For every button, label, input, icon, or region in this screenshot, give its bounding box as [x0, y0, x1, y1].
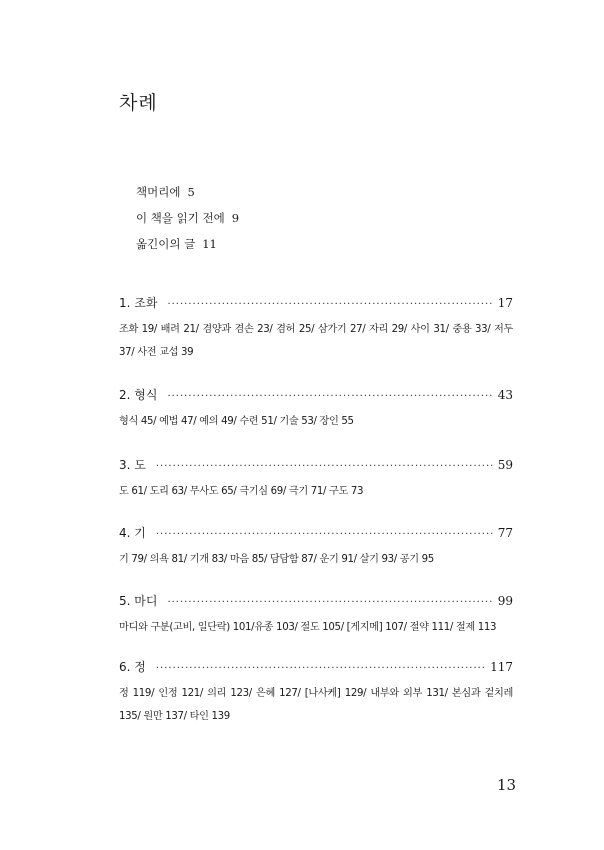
dot-leader [167, 296, 493, 314]
chapter-entry-6 [119, 658, 513, 728]
chapter-title: 3. 도 [119, 458, 146, 472]
front-matter-list [136, 179, 239, 257]
chapter-subtopics: 형식 45/ 예법 47/ 예의 49/ 수련 51/ 기술 53/ 장인 55 [119, 416, 354, 427]
chapter-page: 117 [490, 660, 513, 674]
chapter-heading [119, 658, 513, 676]
page-title: 차례 [119, 92, 158, 114]
chapter-title: 1. 조화 [119, 296, 158, 310]
chapter-page: 17 [497, 296, 513, 310]
chapter-page: 77 [497, 526, 513, 540]
dot-leader [156, 660, 486, 678]
chapter-heading [119, 456, 513, 474]
chapter-page: 43 [497, 388, 513, 402]
dot-leader [156, 526, 494, 544]
front-matter-item [136, 231, 239, 257]
chapter-subtopics: 정 119/ 인정 121/ 의리 123/ 은혜 127/ [나사케] 129/ 내부와 외부 131/ 본심과 겉치레 135/ 원만 137/ 타인 139 [119, 688, 513, 722]
front-matter-page: 9 [231, 211, 240, 225]
chapter-heading [119, 386, 513, 404]
chapter-page: 59 [497, 458, 513, 472]
chapter-heading [119, 524, 513, 542]
chapter-entry-2 [119, 386, 513, 433]
front-matter-label: 옮긴이의 글 [136, 237, 196, 251]
front-matter-label: 책머리에 [136, 185, 181, 199]
dot-leader [167, 388, 493, 406]
chapter-entry-4 [119, 524, 513, 571]
chapter-subtopics: 기 79/ 의욕 81/ 기개 83/ 마음 85/ 담담함 87/ 운기 91/ 살기 93/ 공기 95 [119, 554, 434, 565]
chapter-title: 6. 정 [119, 660, 146, 674]
chapter-entry-1 [119, 294, 513, 364]
chapter-heading [119, 294, 513, 312]
front-matter-item [136, 179, 239, 205]
front-matter-label: 이 책을 읽기 전에 [136, 211, 225, 225]
chapter-title: 2. 형식 [119, 388, 158, 402]
dot-leader [156, 458, 494, 476]
chapter-subtopics: 도 61/ 도리 63/ 무사도 65/ 극기심 69/ 극기 71/ 구도 73 [119, 486, 364, 497]
chapter-entry-5 [119, 592, 513, 639]
chapter-title: 5. 마디 [119, 594, 158, 608]
chapter-subtopics: 마디와 구분(고비, 일단락) 101/유종 103/ 절도 105/ [게지메] 107/ 절약 111/ 절제 113 [119, 622, 497, 633]
chapter-title: 4. 기 [119, 526, 146, 540]
chapter-heading [119, 592, 513, 610]
chapter-entry-3 [119, 456, 513, 503]
dot-leader [167, 594, 493, 612]
front-matter-page: 5 [187, 185, 195, 199]
front-matter-item [136, 205, 239, 231]
chapter-subtopics: 조화 19/ 배려 21/ 겸양과 겸손 23/ 겸허 25/ 삼가기 27/ 자리 29/ 사이 31/ 중용 33/ 저두 37/ 사전 교섭 39 [119, 324, 513, 358]
front-matter-page: 11 [202, 237, 217, 251]
chapter-page: 99 [497, 594, 513, 608]
page-number: 13 [497, 776, 517, 794]
